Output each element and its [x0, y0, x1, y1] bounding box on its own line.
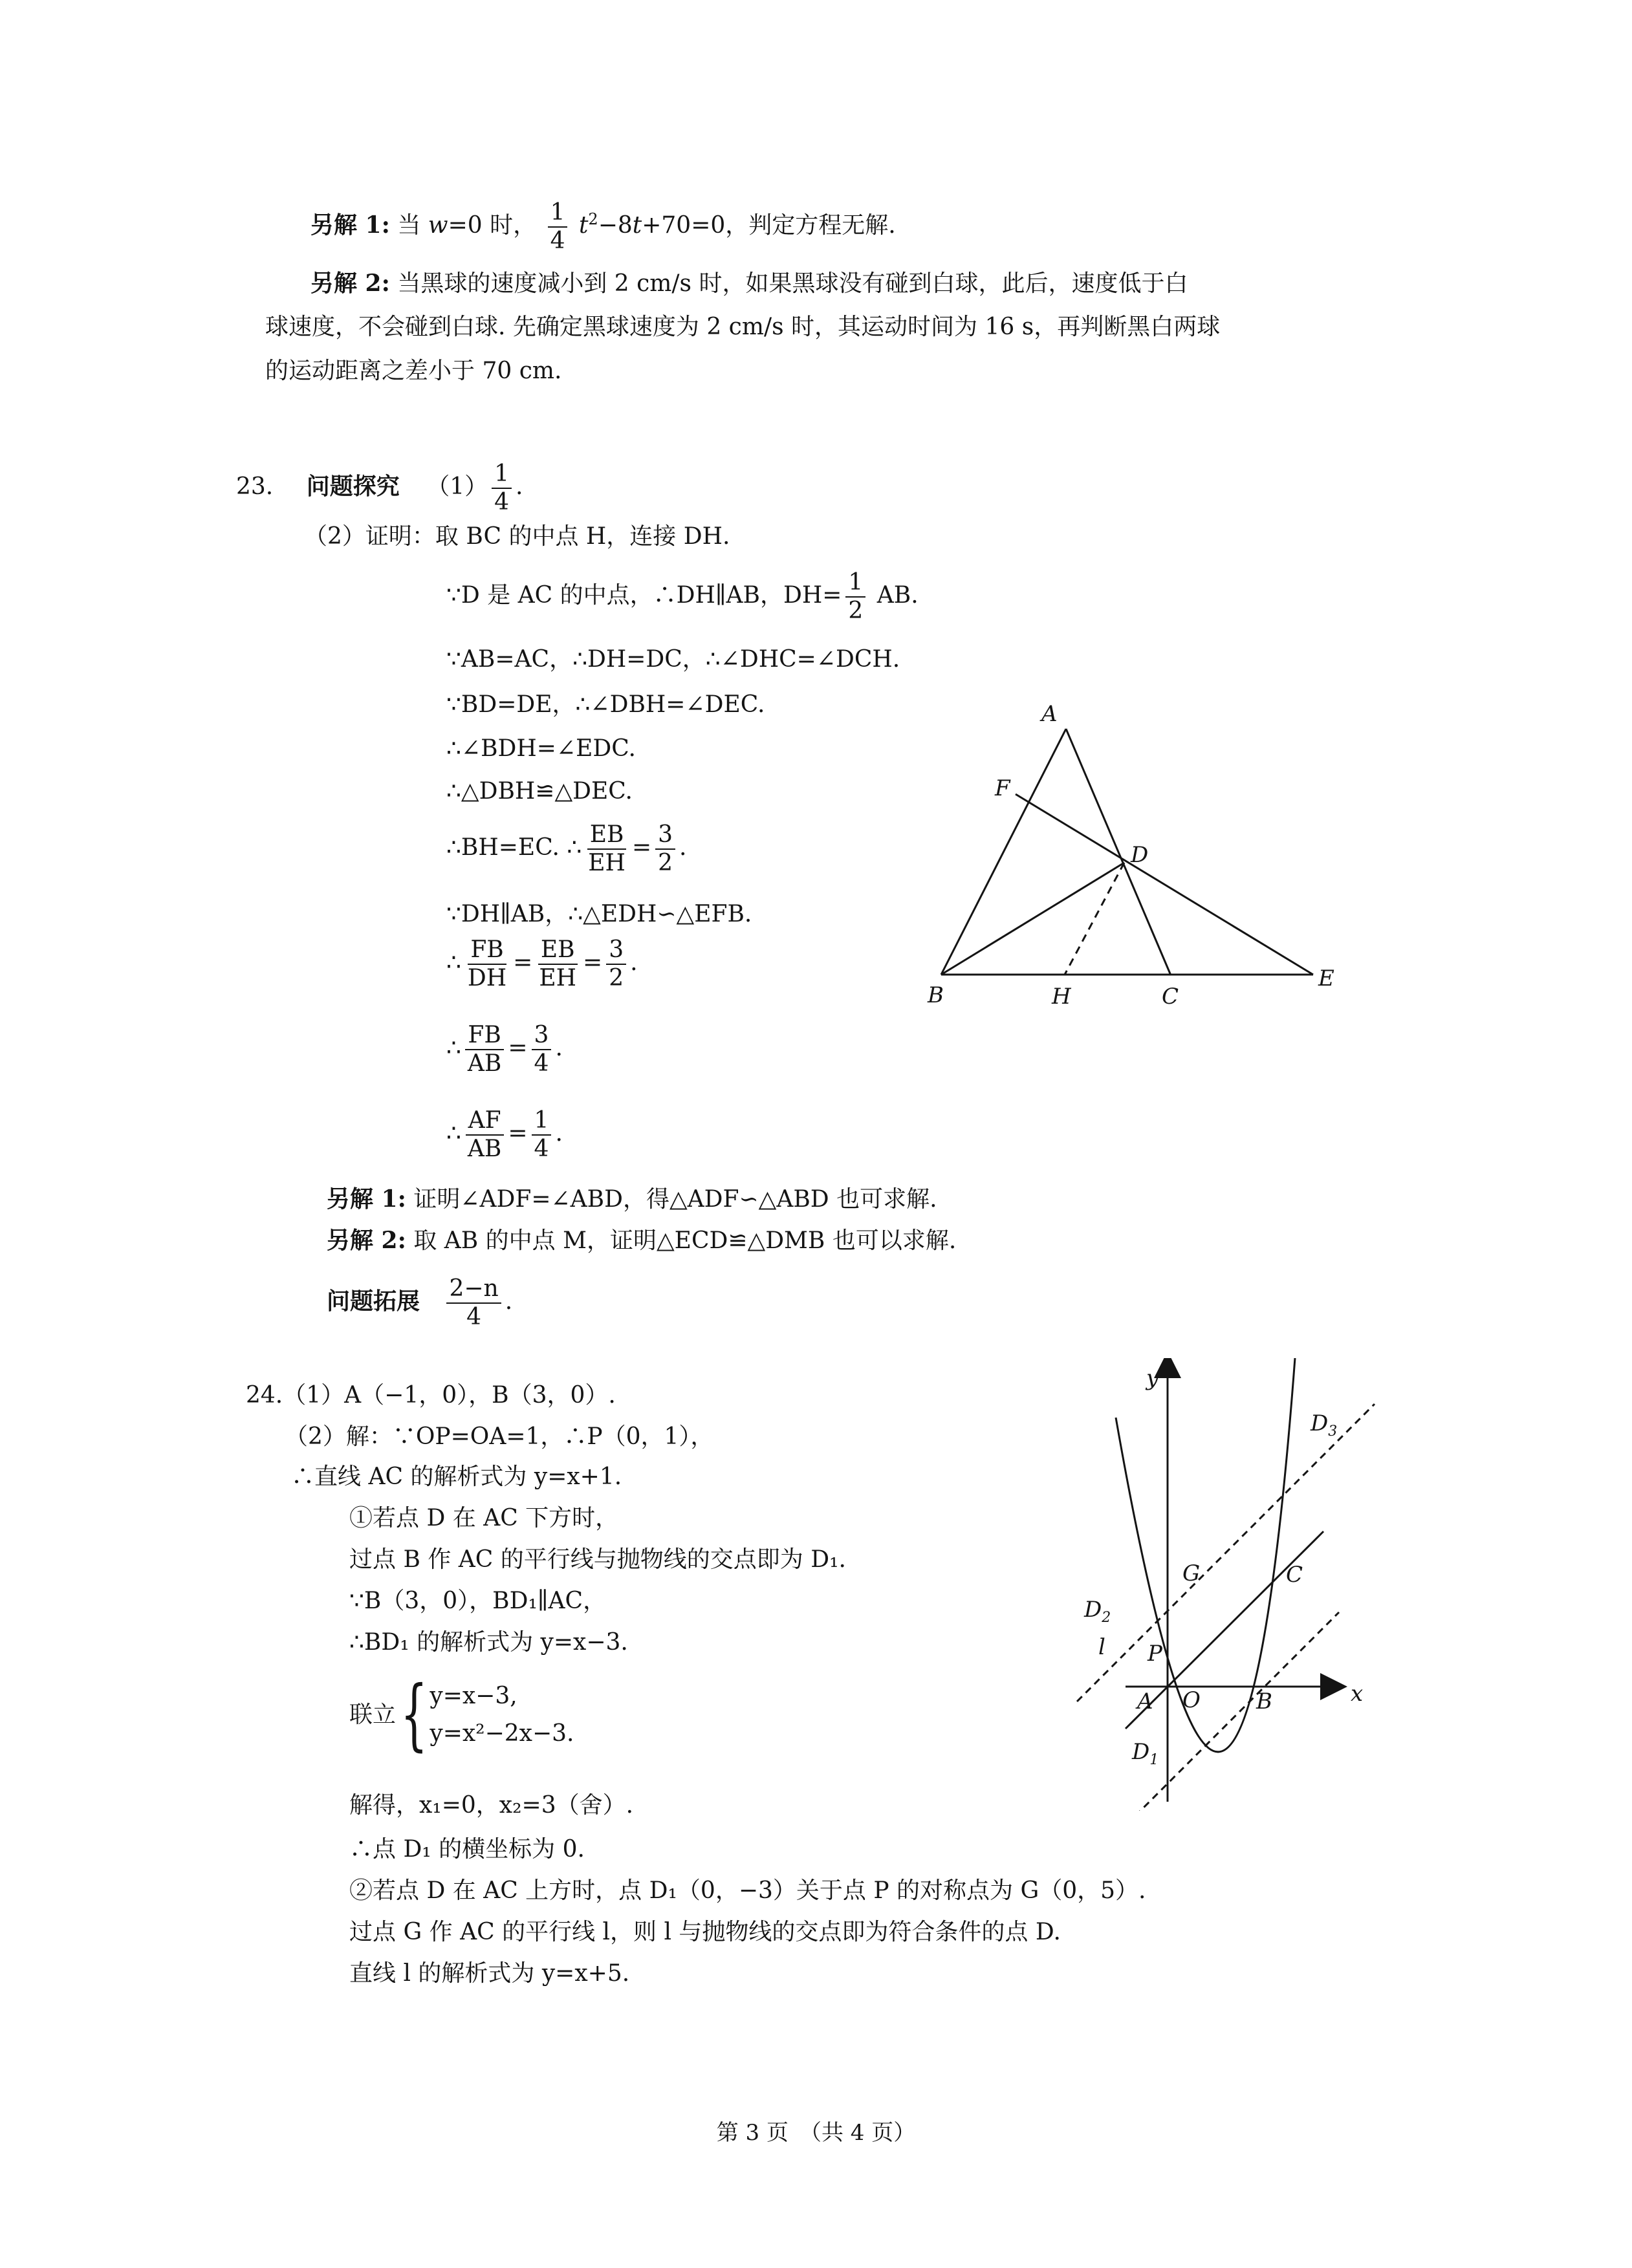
line-ac	[1126, 1531, 1323, 1729]
label-c: C	[1286, 1562, 1303, 1588]
alt-solution-2-line-3: 的运动距离之差小于 70 cm.	[265, 358, 562, 384]
alt-solution-line: 另解 1: 证明∠ADF=∠ABD，得△ADF∽△ABD 也可求解.	[327, 1185, 937, 1213]
alt-solution-label: 另解 2:	[327, 1227, 406, 1254]
section-heading: 问题拓展	[327, 1288, 420, 1315]
proof-step: ∵AB=AC，∴DH=DC，∴∠DHC=∠DCH.	[446, 646, 900, 673]
fraction: $\frac{FB}{DH}$	[467, 936, 507, 991]
segment-dh	[1065, 863, 1124, 975]
section-heading: 问题探究	[306, 473, 400, 500]
alt-solution-2-line-2: 球速度，不会碰到白球. 先确定黑球速度为 2 cm/s 时，其运动时间为 16 s，再判断黑白两球	[265, 314, 1221, 340]
segment-ac	[1066, 729, 1171, 975]
proof-step: ∴BH=EC. ∴ $\frac{EB}{EH}$ = $\frac{3}{2}$ .	[446, 821, 687, 876]
q24-line: 直线 l 的解析式为 y=x+5.	[349, 1960, 630, 1987]
label-h: H	[1052, 984, 1071, 1010]
fraction: $\frac{1}{4}$	[548, 199, 568, 255]
q24-line: ∴BD₁ 的解析式为 y=x−3.	[349, 1629, 628, 1656]
fraction: $\frac{1}{4}$	[492, 460, 512, 516]
proof-step: ∵D 是 AC 的中点，∴DH∥AB，DH= $\frac{1}{2}$ AB.	[446, 569, 919, 624]
segment-fe	[1016, 794, 1313, 975]
segment-ab	[941, 729, 1066, 975]
q24-line: ∴点 D₁ 的横坐标为 0.	[349, 1836, 585, 1863]
fraction: $\frac{FB}{AB}$	[465, 1022, 504, 1077]
line-bd1	[1135, 1612, 1339, 1811]
fraction: $\frac{1}{4}$	[532, 1107, 552, 1163]
q24-line: 过点 B 作 AC 的平行线与抛物线的交点即为 D₁.	[349, 1546, 846, 1573]
proof-step: ∴ $\frac{AF}{AB}$ = $\frac{1}{4}$ .	[446, 1107, 563, 1162]
parabola-figure	[1067, 1358, 1404, 1811]
label-y: y	[1146, 1365, 1159, 1391]
fraction: $\frac{AF}{AB}$	[465, 1107, 504, 1163]
alt-solution-label: 另解 1:	[310, 211, 390, 239]
q24-line: ∵B（3，0），BD₁∥AC，	[349, 1588, 607, 1614]
alt-solution-label: 另解 2:	[310, 270, 390, 297]
label-d1: $D_1$	[1132, 1739, 1159, 1768]
question-number: 23.	[236, 473, 274, 500]
proof-step: ∴∠BDH=∠EDC.	[446, 735, 636, 762]
label-b: B	[928, 982, 944, 1008]
proof-step: ∴ $\frac{FB}{DH}$ = $\frac{EB}{EH}$ = $\frac{3}{2}$ .	[446, 936, 638, 991]
proof-step: ∵DH∥AB，∴△EDH∽△EFB.	[446, 901, 752, 927]
label-b: B	[1256, 1689, 1272, 1714]
q24-line: ①若点 D 在 AC 下方时，	[349, 1505, 619, 1531]
label-e: E	[1318, 966, 1334, 991]
label-a: A	[1137, 1689, 1153, 1714]
q24-line: 解得，x₁=0，x₂=3（舍）.	[349, 1792, 634, 1819]
triangle-figure	[919, 698, 1371, 1022]
proof-step: ∵BD=DE，∴∠DBH=∠DEC.	[446, 691, 765, 718]
fraction: $\frac{3}{2}$	[655, 821, 675, 877]
page-footer: 第 3 页 （共 4 页）	[716, 2120, 916, 2146]
fraction: $\frac{3}{4}$	[532, 1022, 552, 1077]
q24-line: ∴直线 AC 的解析式为 y=x+1.	[291, 1463, 622, 1490]
label-o: O	[1182, 1687, 1201, 1713]
label-d3: $D_3$	[1311, 1410, 1338, 1440]
proof-step: ∴△DBH≌△DEC.	[446, 778, 633, 805]
label-l: l	[1098, 1634, 1105, 1660]
alt-solution-1-line: 另解 1: 当 w=0 时， $\frac{1}{4}$ $t^2-8t+70=0$，判定方程无解.	[310, 199, 896, 254]
alt-solution-line: 另解 2: 取 AB 的中点 M，证明△ECD≌△DMB 也可以求解.	[327, 1227, 957, 1254]
label-c: C	[1162, 984, 1179, 1010]
fraction: $\frac{1}{2}$	[845, 569, 865, 625]
label-d2: $D_2$	[1084, 1597, 1111, 1626]
alt-solution-2-line-1: 另解 2: 当黑球的速度减小到 2 cm/s 时，如果黑球没有碰到白球，此后，速度低于白	[310, 270, 1188, 297]
fraction: $\frac{2-n}{4}$	[446, 1275, 501, 1331]
problem-extension: 问题拓展 $\frac{2-n}{4}$ .	[327, 1275, 513, 1330]
q23-header: 23. 问题探究 （1） $\frac{1}{4}$ .	[236, 460, 523, 515]
label-f: F	[995, 775, 1010, 801]
label-x: x	[1351, 1681, 1364, 1707]
q24-line: 24.（1）A（−1，0），B（3，0）.	[246, 1382, 616, 1409]
q24-line: ②若点 D 在 AC 上方时，点 D₁（0，−3）关于点 P 的对称点为 G（0，5）.	[349, 1877, 1146, 1904]
label-p: P	[1148, 1641, 1162, 1667]
fraction: $\frac{3}{2}$	[606, 936, 626, 992]
equation-system: 联立{ y=x−3, y=x²−2x−3.	[349, 1670, 574, 1760]
label-a: A	[1041, 701, 1058, 727]
fraction: $\frac{EB}{EH}$	[539, 936, 577, 991]
q24-line: （2）解：∵OP=OA=1，∴P（0，1），	[285, 1423, 714, 1450]
q23-part2-intro: （2）证明：取 BC 的中点 H，连接 DH.	[304, 523, 730, 550]
label-d: D	[1131, 842, 1149, 868]
q24-line: 过点 G 作 AC 的平行线 l，则 l 与抛物线的交点即为符合条件的点 D.	[349, 1919, 1061, 1945]
fraction: $\frac{EB}{EH}$	[588, 821, 626, 876]
alt-solution-label: 另解 1:	[327, 1185, 406, 1213]
label-g: G	[1182, 1561, 1201, 1586]
proof-step: ∴ $\frac{FB}{AB}$ = $\frac{3}{4}$ .	[446, 1022, 563, 1077]
